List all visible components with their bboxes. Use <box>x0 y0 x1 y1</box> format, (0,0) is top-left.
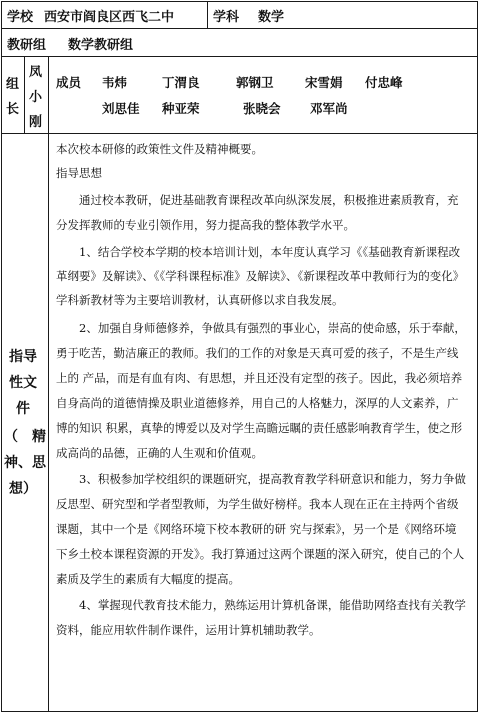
table-col-subject <box>207 1 208 29</box>
table-rule-1 <box>1 28 478 29</box>
content-line: 通过校本教研，促进基础教育课程改革向纵深发展，积极推进素质教育，充 <box>56 193 459 207</box>
side-title-line-3: 件 <box>16 401 30 417</box>
member-name: 宋雪娟 <box>305 75 343 90</box>
subject-value: 数学 <box>258 10 285 25</box>
table-border-top <box>1 1 478 2</box>
school-label: 学校 <box>7 10 34 25</box>
member-name: 付忠峰 <box>365 75 403 90</box>
content-line: 自身高尚的道德情操及职业道德修养，用自己的人格魅力，深厚的人文素养，广 <box>56 396 459 410</box>
school-value: 西安市阎良区西飞二中 <box>44 10 175 25</box>
member-name: 韦炜 <box>102 75 128 90</box>
content-line: 成高尚的品德，正确的人生观和价值观。 <box>56 446 263 460</box>
content-line: 4、掌握现代教育技术能力，熟练运用计算机备课，能借助网络查找有关教学 <box>56 598 466 612</box>
content-line: 指导思想 <box>56 166 102 180</box>
content-line: 下乡土校本课程资源的开发》。我打算通过这两个课题的深入研究，使自己的个人 <box>56 547 465 561</box>
content-line: 课题，其中一个是《网络环境下校本教研的研 究与探索》，另一个是《网络环境 <box>56 522 457 536</box>
content-line: 上的 产品，而是有血有肉、有思想，并且还没有定型的孩子。因此，我必须培养 <box>56 371 463 385</box>
side-title-line-4: （ 精 <box>4 429 46 445</box>
table-col-members <box>48 56 49 712</box>
table-border-right <box>477 1 478 712</box>
content-line: 1、结合学校本学期的校本培训计划，本年度认真学习《《基础教育新课程改 <box>56 245 461 259</box>
group-value: 数学教研组 <box>68 38 134 53</box>
content-line: 博的知识 积累，真挚的博爱以及对学生高瞻远瞩的责任感影响教育学生，使之形 <box>56 421 463 435</box>
content-line: 勇于吃苦，勤洁廉正的教师。我们的工作的对象是天真可爱的孩子，不是生产线 <box>56 346 459 360</box>
leader-label-char-1: 组 <box>6 77 20 92</box>
side-title-line-6: 想） <box>9 481 37 497</box>
table-col-leader <box>24 56 25 134</box>
leader-name-char-2: 小 <box>29 90 43 105</box>
content-line: 2、加强自身师德修养，争做具有强烈的事业心，崇高的使命感，乐于奉献， <box>56 321 466 335</box>
leader-name-char-1: 凤 <box>29 65 43 80</box>
table-rule-3 <box>1 133 478 134</box>
content-line: 反思型、研究型和学者型教师，为学生做好榜样。我本人现在正在主持两个省级 <box>56 497 459 511</box>
content-line: 本次校本研修的政策性文件及精神概要。 <box>56 142 263 156</box>
content-line: 革纲要》及解读》、《《学科课程标准》及解读》、《新课程改革中教师行为的变化》 <box>56 269 465 283</box>
content-line: 3、积极参加学校组织的课题研究，提高教育教学科研意识和能力，努力争做 <box>56 472 466 486</box>
member-name: 郭钢卫 <box>236 75 274 90</box>
member-name: 邓军尚 <box>310 101 348 116</box>
member-name: 种亚荣 <box>162 101 200 116</box>
content-line: 资料，能应用软件制作课件，运用计算机辅助教学。 <box>56 623 321 637</box>
group-label: 教研组 <box>7 38 47 53</box>
member-name: 丁渭良 <box>162 75 200 90</box>
side-title-line-1: 指导 <box>9 349 37 365</box>
leader-name-char-3: 刚 <box>29 115 43 130</box>
side-title-line-2: 性文 <box>9 375 37 391</box>
content-line: 分发挥教师的专业引领作用，努力提高我的整体教学水平。 <box>56 218 355 232</box>
content-line: 素质及学生的素质有大幅度的提高。 <box>56 572 240 586</box>
member-name: 刘思佳 <box>102 101 140 116</box>
table-border-left <box>1 1 2 712</box>
content-line: 学科新教材等为主要培训教材，认真研修以求自我发展。 <box>56 293 344 307</box>
leader-label-char-2: 长 <box>6 102 20 117</box>
members-label: 成员 <box>56 75 82 90</box>
subject-label: 学科 <box>213 10 240 25</box>
table-rule-2 <box>1 56 478 57</box>
side-title-line-5: 神、思 <box>4 455 46 471</box>
table-border-bottom <box>1 711 478 712</box>
member-name: 张晓会 <box>243 101 281 116</box>
